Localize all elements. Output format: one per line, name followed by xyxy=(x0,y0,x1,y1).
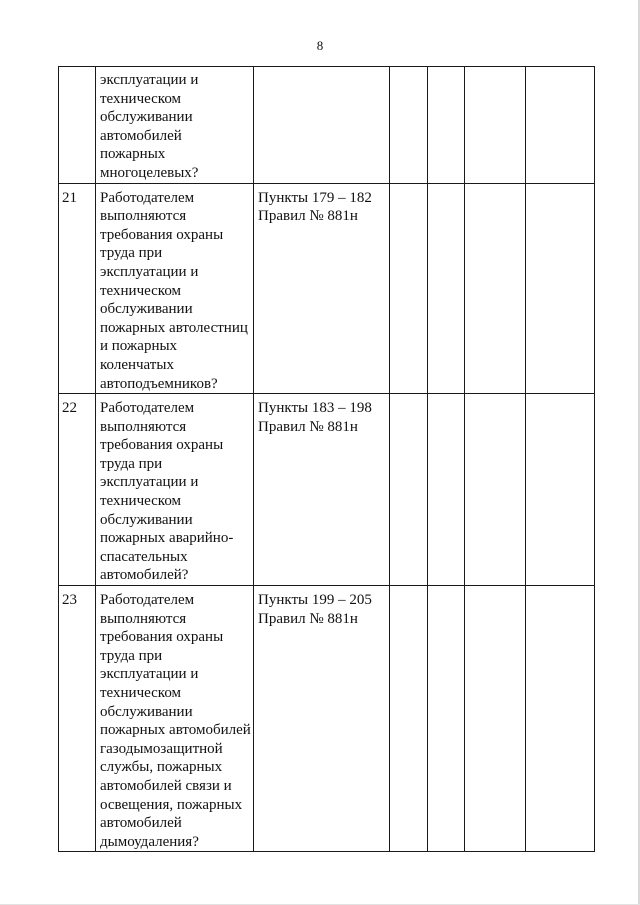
page-number: 8 xyxy=(316,38,324,53)
question-cell: Работодателем выполняются требования охраны труда при эксплуатации и техническом обслуживании пожарных автомобилей газодымозащитной службы, пожарных автомобилей связи и освещения, пожарных автомобилей дымоудаления? xyxy=(96,586,254,852)
remarks-cell xyxy=(526,394,595,586)
reference-cell: Пункты 199 – 205 Правил № 881н xyxy=(254,586,390,852)
checklist-table xyxy=(58,66,595,852)
item-number-cell: 22 xyxy=(59,394,96,586)
table-row xyxy=(59,586,595,852)
item-number-cell xyxy=(59,67,96,184)
remarks-cell xyxy=(526,183,595,394)
answer-na-cell xyxy=(465,67,526,184)
reference-cell: Пункты 183 – 198 Правил № 881н xyxy=(254,394,390,586)
question-cell: Работодателем выполняются требования охраны труда при эксплуатации и техническом обслуживании пожарных автолестниц и пожарных коленчатых автоподъемников? xyxy=(96,183,254,394)
question-cell: Работодателем выполняются требования охраны труда при эксплуатации и техническом обслуживании пожарных аварийно- спасательных автомобилей? xyxy=(96,394,254,586)
reference-cell xyxy=(254,67,390,184)
answer-no-cell xyxy=(428,394,465,586)
table-row xyxy=(59,183,595,394)
answer-no-cell xyxy=(428,586,465,852)
item-number-cell: 21 xyxy=(59,183,96,394)
answer-na-cell xyxy=(465,394,526,586)
answer-yes-cell xyxy=(390,586,428,852)
remarks-cell xyxy=(526,67,595,184)
item-number-cell: 23 xyxy=(59,586,96,852)
answer-na-cell xyxy=(465,183,526,394)
table-row xyxy=(59,67,595,184)
table-row xyxy=(59,394,595,586)
answer-yes-cell xyxy=(390,183,428,394)
answer-na-cell xyxy=(465,586,526,852)
question-cell: эксплуатации и техническом обслуживании автомобилей пожарных многоцелевых? xyxy=(96,67,254,184)
answer-yes-cell xyxy=(390,67,428,184)
reference-cell: Пункты 179 – 182 Правил № 881н xyxy=(254,183,390,394)
answer-yes-cell xyxy=(390,394,428,586)
remarks-cell xyxy=(526,586,595,852)
answer-no-cell xyxy=(428,183,465,394)
answer-no-cell xyxy=(428,67,465,184)
